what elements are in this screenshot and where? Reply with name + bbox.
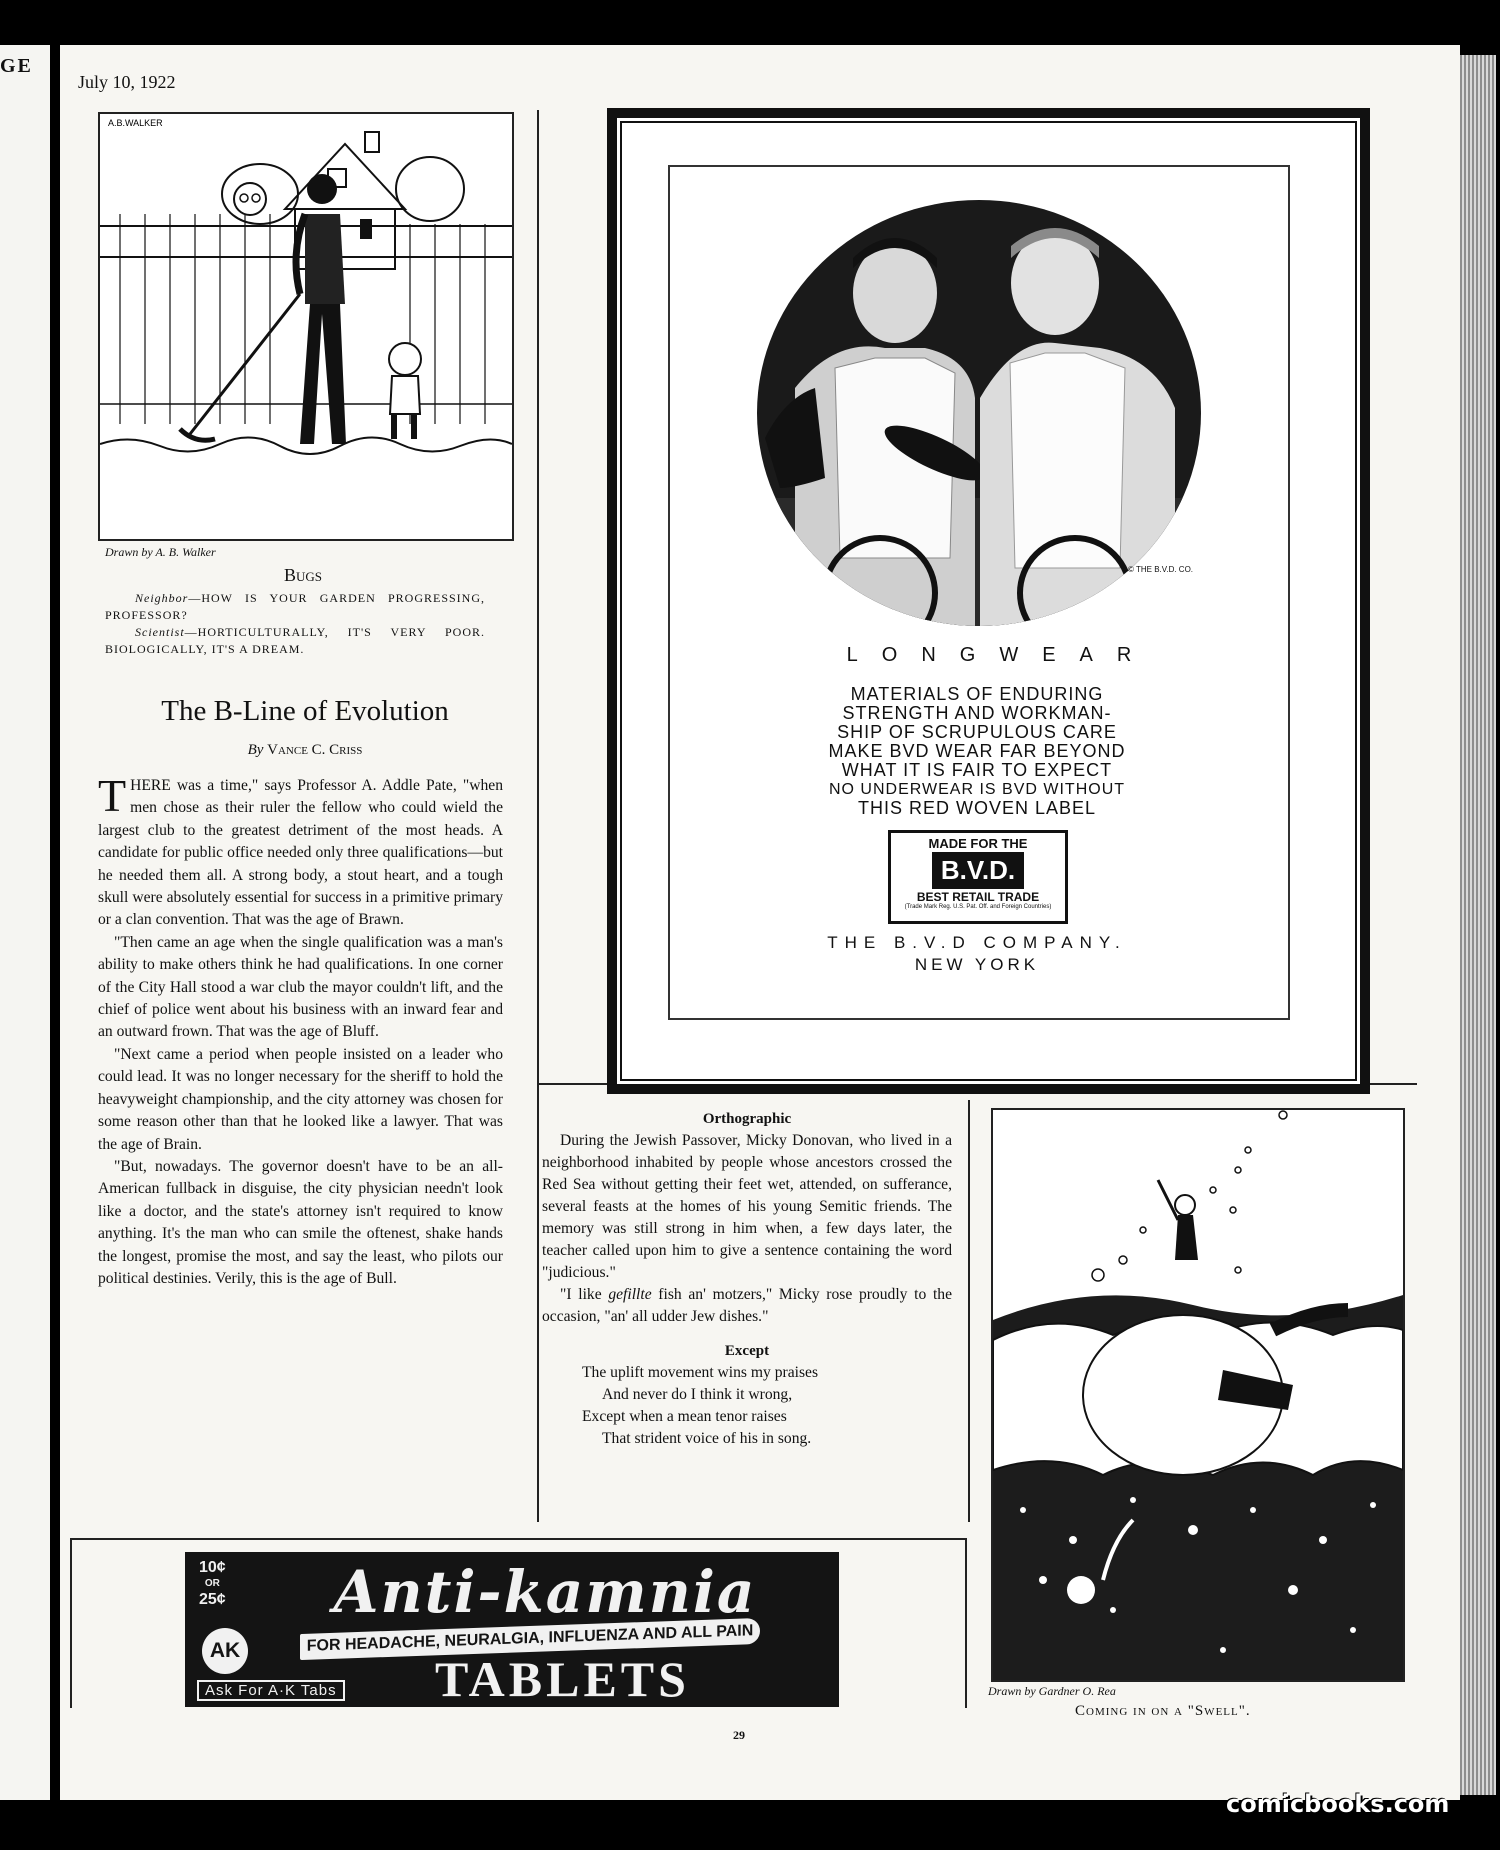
bvd-copy-line-5: WHAT IT IS FAIR TO EXPECT bbox=[841, 760, 1113, 780]
bvd-logo: B.V.D. bbox=[932, 852, 1024, 889]
article-paragraph-3: "Next came a period when people insisted on a leader who could lead. It was no longer necessary for the sheriff to hold the heavyweight championship, and the city attorney was chosen for some reason other than that he looked like a lawyer. That was the age of Brain. bbox=[98, 1045, 503, 1153]
swell-cartoon-caption: Coming in on a "Swell". bbox=[1075, 1703, 1251, 1719]
swell-cartoon-drawing bbox=[993, 1110, 1403, 1680]
ak-ribbon: FOR HEADACHE, NEURALGIA, INFLUENZA AND ALL PAIN bbox=[300, 1618, 760, 1660]
edge-letters: GE bbox=[0, 55, 33, 77]
bvd-ad-copy bbox=[668, 685, 1286, 818]
ak-ad-left-rule bbox=[70, 1538, 72, 1708]
ak-logo: AK bbox=[202, 1628, 248, 1674]
orthographic-paragraph-2 bbox=[542, 1284, 952, 1328]
ortho-p2-italic: gefillte bbox=[608, 1286, 652, 1303]
cartoon-caption bbox=[105, 590, 485, 658]
article-paragraph-1-text: HERE was a time," says Professor A. Addle Pate, "when men chose as their ruler the fellow who could wield the largest club to the greatest detriment of the most heads. A candidate for public office needed only three qualifications—but he needed them all. A strong body, a stout heart, and a tough skull were absolutely essential for success in a primitive primary or a clan convention. That was the age of Brawn. bbox=[98, 777, 503, 929]
ak-ad-top-rule bbox=[70, 1538, 965, 1540]
garden-cartoon-drawing bbox=[100, 114, 512, 539]
ak-price-2: 25¢ bbox=[199, 1591, 226, 1608]
ak-ad-right-rule bbox=[965, 1538, 967, 1708]
label-bottom-text: BEST RETAIL TRADE bbox=[916, 890, 1040, 904]
article-paragraph-4: "But, nowadays. The governor doesn't have to be an all-American fullback in disguise, the city physician needn't look like a doctor, and the state's attorney isn't required to know anything. It's the man who can smile the oftenest, shake hands the longest, promise the most, and say the least, who pilots our political destinies. Verily, this is the age of Bull. bbox=[98, 1157, 503, 1287]
orthographic-column bbox=[542, 1108, 952, 1450]
page-number: 29 bbox=[733, 1728, 745, 1742]
watermark: comicbooks.com bbox=[1226, 1790, 1450, 1818]
poem-line-1: The uplift movement wins my praises bbox=[582, 1364, 819, 1381]
bvd-headline: LONGWEAR bbox=[846, 644, 1156, 666]
caption-line-1: —HOW IS YOUR GARDEN PROGRESSING, PROFESSOR? bbox=[105, 591, 485, 622]
except-poem bbox=[542, 1362, 952, 1450]
bvd-copyright: © THE B.V.D. CO. bbox=[1128, 565, 1194, 574]
bvd-copy-line-1: MATERIALS OF ENDURING bbox=[850, 684, 1104, 704]
article-body bbox=[98, 770, 503, 1290]
bvd-city: NEW YORK bbox=[914, 955, 1040, 974]
ak-price bbox=[199, 1560, 226, 1608]
except-title: Except bbox=[724, 1343, 770, 1359]
label-top-text: MADE FOR THE bbox=[928, 836, 1028, 851]
cartoon-credit: Drawn by A. B. Walker bbox=[105, 545, 216, 559]
poem-line-3: Except when a mean tenor raises bbox=[582, 1408, 787, 1425]
cartoon-title: Bugs bbox=[283, 565, 322, 585]
caption-line-2: —HORTICULTURALLY, IT'S VERY POOR. BIOLOGICALLY, IT'S A DREAM. bbox=[105, 625, 485, 656]
cartoon-signature: A.B.WALKER bbox=[108, 118, 163, 128]
swell-cartoon bbox=[991, 1108, 1405, 1682]
orthographic-paragraph-1: During the Jewish Passover, Micky Donovan, who lived in a neighborhood inhabited by people whose ancestors crossed the Red Sea without getting their feet wet, attended, on sufferance, several feasts at the homes of his young Semitic friends. The memory was still strong in him when, a few days later, the teacher called upon him to give a sentence containing the word "judicious." bbox=[542, 1132, 952, 1281]
ortho-p2-post: fish an' motzers," Micky rose proudly to the occasion, "an' all udder Jew dishes." bbox=[542, 1286, 952, 1325]
caption-speaker-1: Neighbor bbox=[135, 591, 189, 605]
two-men-oval-drawing bbox=[755, 198, 1203, 628]
orthographic-title: Orthographic bbox=[702, 1111, 792, 1127]
garden-cartoon bbox=[98, 112, 514, 541]
byline-prefix: By bbox=[247, 742, 264, 758]
label-fine-print: (Trade Mark Reg. U.S. Pat. Off. and Foreign Countries) bbox=[904, 904, 1052, 910]
ak-price-1: 10¢ bbox=[199, 1559, 226, 1576]
bvd-company-block bbox=[668, 932, 1286, 976]
ak-ask: Ask For A·K Tabs bbox=[197, 1680, 345, 1701]
ortho-p2-pre: "I like bbox=[560, 1286, 609, 1303]
bvd-copy-line-7: THIS RED WOVEN LABEL bbox=[857, 798, 1097, 818]
article-title: The B-Line of Evolution bbox=[161, 695, 449, 727]
column-rule-right bbox=[968, 1100, 970, 1522]
bvd-woven-label bbox=[888, 830, 1068, 924]
drop-cap: T bbox=[98, 770, 127, 821]
bvd-copy-line-4: MAKE BVD WEAR FAR BEYOND bbox=[828, 741, 1126, 761]
ak-price-or: OR bbox=[204, 1578, 220, 1589]
bvd-illustration bbox=[755, 198, 1203, 628]
ak-brand-name: Anti-kamnia bbox=[333, 1558, 757, 1626]
poem-line-4: That strident voice of his in song. bbox=[602, 1430, 812, 1447]
article-paragraph-2: "Then came an age when the single qualification was a man's ability to make others think he had qualifications. In one corner of the City Hall stood a war club the mayor couldn't lift, and the chief of police went about his business with an inward fear and an outward frown. That was the age of Bluff. bbox=[98, 933, 503, 1041]
swell-cartoon-credit: Drawn by Gardner O. Rea bbox=[988, 1684, 1116, 1698]
ak-tablets: TABLETS bbox=[435, 1651, 690, 1707]
bvd-company-name: THE B.V.D COMPANY. bbox=[827, 933, 1127, 952]
bvd-copy-line-3: SHIP OF SCRUPULOUS CARE bbox=[837, 722, 1117, 742]
issue-date: July 10, 1922 bbox=[78, 72, 176, 92]
article-byline bbox=[95, 742, 515, 759]
article-paragraph-1 bbox=[98, 770, 503, 932]
byline-author: Vance C. Criss bbox=[267, 742, 363, 758]
column-rule-left bbox=[537, 110, 539, 1522]
caption-speaker-2: Scientist bbox=[135, 625, 185, 639]
anti-kamnia-ad bbox=[185, 1552, 839, 1707]
bvd-copy-line-2: STRENGTH AND WORKMAN- bbox=[842, 703, 1112, 723]
bvd-copy-line-6: NO UNDERWEAR IS BVD WITHOUT bbox=[828, 781, 1126, 798]
previous-page-edge bbox=[0, 45, 50, 1800]
poem-line-2: And never do I think it wrong, bbox=[602, 1386, 793, 1403]
book-page-edges bbox=[1460, 55, 1496, 1795]
